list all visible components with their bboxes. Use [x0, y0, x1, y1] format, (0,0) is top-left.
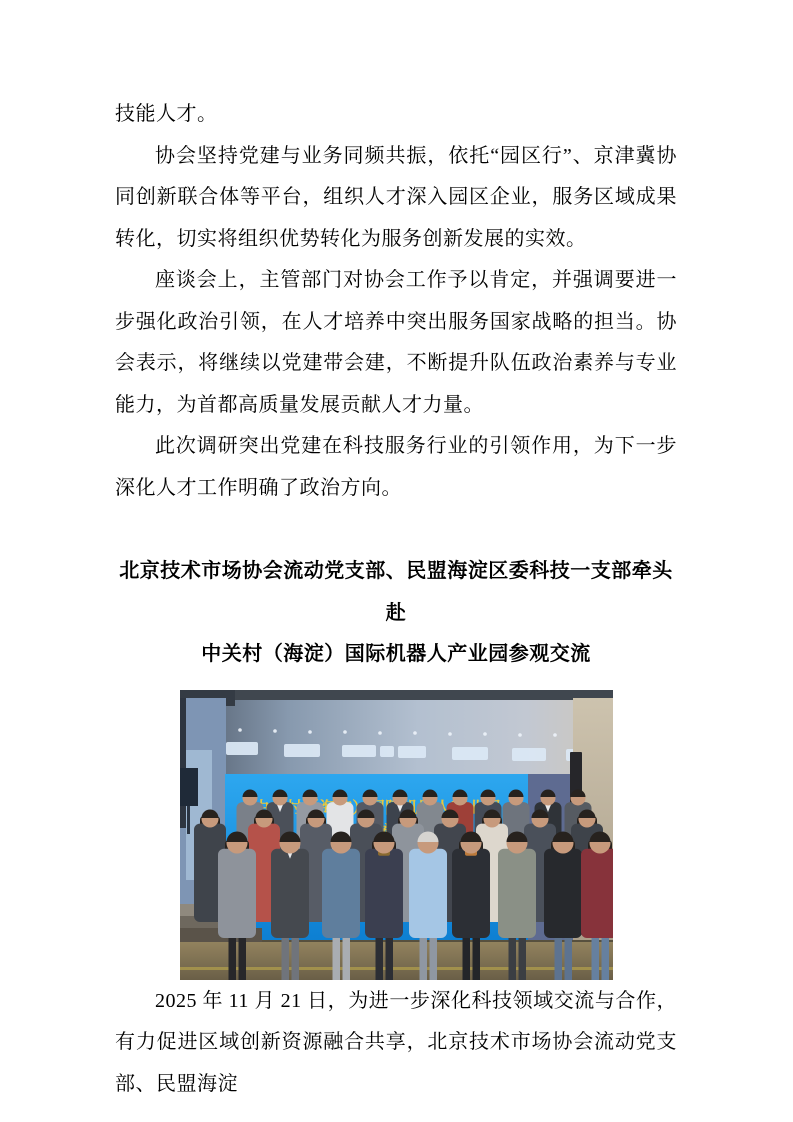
photo-ceiling-dark-band — [180, 690, 613, 700]
paragraph-continuation: 技能人才。 — [115, 103, 218, 125]
paragraph-party-platform: 协会坚持党建与业务同频共振，依托“园区行”、京津冀协同创新联合体等平台，组织人才深入园区企业，服务区域成果转化，切实将组织优势转化为服务创新发展的实效。 — [115, 144, 677, 250]
paragraph-symposium: 座谈会上，主管部门对协会工作予以肯定，并强调要进一步强化政治引领，在人才培养中突出服务国家战略的担当。协会表示，将继续以党建带会建，不断提升队伍政治素养与专业能力，为首都高质量发展贡献人才力量。 — [115, 269, 677, 416]
article-heading-line1: 北京技术市场协会流动党支部、民盟海淀区委科技一支部牵头赴 — [119, 560, 673, 624]
article-heading-line2: 中关村（海淀）国际机器人产业园参观交流 — [201, 643, 591, 665]
group-photo-svg — [180, 690, 613, 980]
photo-left-column — [180, 698, 186, 828]
photo-ceiling — [180, 698, 613, 778]
paragraph-closing: 2025 年 11 月 21 日，为进一步深化科技领域交流与合作，有力促进区域创新资源融合共享，北京技术市场协会流动党支部、民盟海淀 — [115, 989, 677, 1095]
article-heading — [115, 551, 677, 676]
group-photo — [180, 690, 613, 980]
side-monitor-stand — [187, 806, 190, 834]
side-monitor — [180, 768, 198, 806]
paragraph-research-summary: 此次调研突出党建在科技服务行业的引领作用，为下一步深化人才工作明确了政治方向。 — [115, 435, 677, 499]
